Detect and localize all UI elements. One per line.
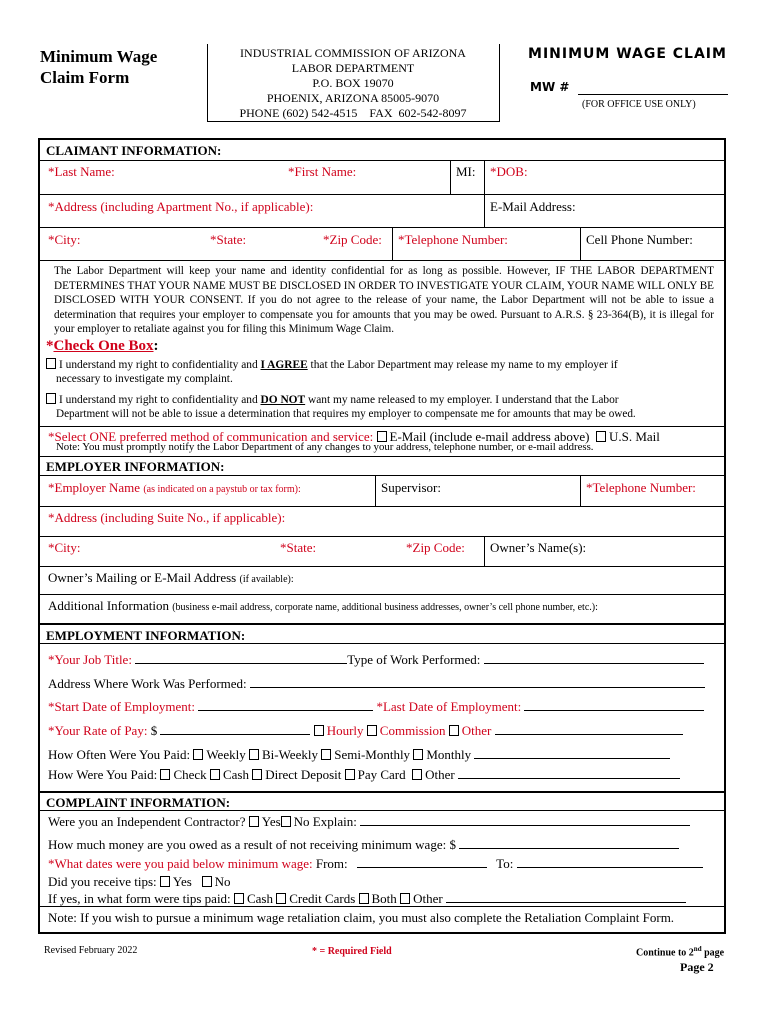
retaliation-note-row bbox=[40, 906, 724, 933]
employer-heading-row bbox=[40, 456, 724, 477]
employer-address-row bbox=[40, 506, 724, 537]
pay-other-input[interactable] bbox=[495, 723, 683, 735]
claim-form bbox=[38, 138, 726, 934]
tips-other-input[interactable] bbox=[446, 891, 686, 903]
form-title-line-1: Minimum Wage bbox=[40, 47, 158, 66]
tips-cash-checkbox[interactable] bbox=[234, 893, 244, 904]
mw-number-label: MW # bbox=[530, 80, 570, 94]
revision-date: Revised February 2022 bbox=[44, 945, 138, 956]
rate-of-pay-input[interactable] bbox=[160, 723, 310, 735]
claimant-telephone-field[interactable]: *Telephone Number: bbox=[398, 232, 508, 247]
page-number: Page 2 bbox=[680, 960, 714, 974]
work-address-line: Address Where Work Was Performed: bbox=[48, 676, 705, 692]
form-title bbox=[40, 46, 157, 88]
agency-city: PHOENIX, ARIZONA 85005-9070 bbox=[266, 91, 440, 105]
continue-note: Continue to 2nd page bbox=[636, 945, 725, 959]
consent-decline-continued: Department will not be able to issue a determination that requires my employer to compensate me for amounts that may be owed. bbox=[56, 408, 636, 420]
pay-frequency-line: How Often Were You Paid: Weekly Bi-Weekly Semi-Monthly Monthly bbox=[48, 747, 670, 763]
claimant-name-row bbox=[40, 160, 724, 195]
contractor-explain-input[interactable] bbox=[360, 814, 690, 826]
dates-line: *What dates were you paid below minimum wage: From: To: bbox=[48, 856, 703, 872]
header-divider-right bbox=[499, 44, 500, 122]
tips-form-line: If yes, in what form were tips paid: Cash Credit Cards Both Other bbox=[48, 891, 686, 907]
employer-address-field[interactable]: *Address (including Suite No., if applicable): bbox=[48, 510, 286, 525]
first-name-field[interactable]: *First Name: bbox=[288, 164, 357, 179]
contact-mail-checkbox[interactable] bbox=[596, 431, 606, 442]
method-other-checkbox[interactable] bbox=[412, 769, 422, 780]
cash-checkbox[interactable] bbox=[210, 769, 220, 780]
claimant-heading: CLAIMANT INFORMATION: bbox=[46, 143, 222, 158]
header-underline bbox=[207, 121, 500, 122]
agency-address-block bbox=[212, 46, 494, 121]
contractor-line: Were you an Independent Contractor? Yes No Explain: bbox=[48, 814, 690, 830]
confidentiality-paragraph: The Labor Department will keep your name and identity confidential for as long as possible. However, IF THE LABOR DEPARTMENT DETERMINES THAT YOUR NAME MUST BE DISCLOSED IN ORDER TO INVESTIGATE YOUR CLAIM, YOUR NAME WILL ONLY BE DISCLOSED WITH YOUR CONSENT. If you do not agree to the release of your name, the Labor Department will not be able to issue a determination that requires your employer to compensate you for amounts that you may be owed. Pursuant to A.R.S. § 23-364(B), it is illegal for your employer to retaliate against you for filing this Minimum Wage Claim. bbox=[54, 265, 714, 336]
pay-method-line: How Were You Paid: Check Cash Direct Deposit Pay Card Other bbox=[48, 767, 680, 783]
agency-department: LABOR DEPARTMENT bbox=[291, 61, 415, 75]
hourly-checkbox[interactable] bbox=[314, 725, 324, 736]
additional-info-row bbox=[40, 594, 724, 624]
semimonthly-checkbox[interactable] bbox=[321, 749, 331, 760]
additional-info-field[interactable]: Additional Information (business e-mail address, corporate name, additional business addresses, owner’s cell phone number, etc.): bbox=[48, 598, 598, 613]
owners-name-field[interactable]: Owner’s Name(s): bbox=[490, 540, 587, 555]
employer-name-field[interactable]: *Employer Name (as indicated on a paystub or tax form): bbox=[48, 480, 301, 495]
type-of-work-input[interactable] bbox=[484, 652, 704, 664]
amount-owed-line: How much money are you owed as a result of not receiving minimum wage: $ bbox=[48, 837, 679, 853]
claimant-state-field[interactable]: *State: bbox=[210, 232, 247, 247]
claimant-city-field[interactable]: *City: bbox=[48, 232, 81, 247]
biweekly-checkbox[interactable] bbox=[249, 749, 259, 760]
contact-email-label: E-Mail (include e-mail address above) bbox=[389, 429, 590, 444]
date-to-input[interactable] bbox=[517, 856, 703, 868]
employment-heading: EMPLOYMENT INFORMATION: bbox=[46, 628, 246, 643]
office-use-note: (FOR OFFICE USE ONLY) bbox=[582, 99, 696, 110]
complaint-heading: COMPLAINT INFORMATION: bbox=[46, 795, 231, 810]
header-divider-left bbox=[207, 44, 208, 122]
employer-telephone-field[interactable]: *Telephone Number: bbox=[586, 480, 696, 495]
employer-name-row bbox=[40, 475, 724, 507]
owner-mailing-row bbox=[40, 566, 724, 595]
rate-of-pay-line: *Your Rate of Pay: $ Hourly Commission Other bbox=[48, 723, 683, 739]
last-name-field[interactable]: *Last Name: bbox=[48, 164, 115, 179]
employment-block bbox=[40, 643, 724, 794]
pay-other-checkbox[interactable] bbox=[449, 725, 459, 736]
consent-agree-checkbox[interactable] bbox=[46, 358, 56, 369]
employment-heading-row bbox=[40, 623, 724, 645]
contractor-no-checkbox[interactable] bbox=[281, 816, 291, 827]
consent-decline-checkbox[interactable] bbox=[46, 393, 56, 404]
employer-city-row bbox=[40, 536, 724, 567]
consent-decline-option[interactable]: I understand my right to confidentiality and DO NOT want my name released to my employer. I understand that the Labor bbox=[46, 393, 619, 406]
date-from-input[interactable] bbox=[357, 856, 487, 868]
employer-state-field[interactable]: *State: bbox=[280, 540, 317, 555]
employer-zip-field[interactable]: *Zip Code: bbox=[406, 540, 465, 555]
contact-preference-row: *Select ONE preferred method of communication and service: E-Mail (include e-mail address above) U.S. Mail bbox=[40, 426, 724, 445]
address-change-note: Note: You must promptly notify the Labor Department of any changes to your address, telephone number, or e-mail address. bbox=[56, 441, 594, 453]
check-one-label: Check One Box bbox=[53, 338, 154, 354]
monthly-checkbox[interactable] bbox=[413, 749, 423, 760]
confidentiality-block bbox=[40, 260, 724, 451]
employer-heading: EMPLOYER INFORMATION: bbox=[46, 459, 225, 474]
form-title-line-2: Claim Form bbox=[40, 68, 130, 87]
consent-agree-continued: necessary to investigate my complaint. bbox=[56, 373, 233, 385]
weekly-checkbox[interactable] bbox=[193, 749, 203, 760]
agency-phone: PHONE (602) 542-4515 FAX 602-542-8097 bbox=[239, 106, 467, 120]
pay-card-checkbox[interactable] bbox=[345, 769, 355, 780]
start-date-input[interactable] bbox=[198, 699, 373, 711]
agency-name: INDUSTRIAL COMMISSION OF ARIZONA bbox=[240, 46, 466, 60]
work-address-input[interactable] bbox=[250, 676, 705, 688]
contractor-yes-checkbox[interactable] bbox=[249, 816, 259, 827]
commission-checkbox[interactable] bbox=[367, 725, 377, 736]
required-field-legend: * = Required Field bbox=[312, 946, 392, 957]
check-one-heading: *Check One Box: bbox=[46, 338, 159, 354]
retaliation-note: Note: If you wish to pursue a minimum wage retaliation claim, you must also complete the Retaliation Complaint Form. bbox=[48, 910, 675, 925]
method-other-input[interactable] bbox=[458, 767, 680, 779]
claimant-address-row bbox=[40, 194, 724, 228]
contact-mail-label: U.S. Mail bbox=[608, 429, 660, 444]
claimant-address-field[interactable]: *Address (including Apartment No., if applicable): bbox=[48, 199, 314, 214]
claimant-zip-field[interactable]: *Zip Code: bbox=[323, 232, 382, 247]
claim-title: MINIMUM WAGE CLAIM bbox=[528, 46, 727, 62]
supervisor-field[interactable]: Supervisor: bbox=[381, 480, 441, 495]
claimant-city-row bbox=[40, 227, 724, 261]
employer-city-field[interactable]: *City: bbox=[48, 540, 81, 555]
check-checkbox[interactable] bbox=[160, 769, 170, 780]
agency-pobox: P.O. BOX 19070 bbox=[312, 76, 394, 90]
tips-other-checkbox[interactable] bbox=[400, 893, 410, 904]
owner-mailing-field[interactable]: Owner’s Mailing or E-Mail Address (if available): bbox=[48, 570, 294, 585]
middle-initial-field[interactable]: MI: bbox=[456, 164, 476, 179]
job-title-input[interactable] bbox=[135, 652, 347, 664]
job-title-line: *Your Job Title: Type of Work Performed: bbox=[48, 652, 704, 668]
tips-credit-checkbox[interactable] bbox=[276, 893, 286, 904]
complaint-block bbox=[40, 810, 724, 907]
claimant-email-field[interactable]: E-Mail Address: bbox=[490, 199, 576, 214]
direct-deposit-checkbox[interactable] bbox=[252, 769, 262, 780]
tips-line: Did you receive tips: Yes No bbox=[48, 874, 231, 889]
claimant-cell-field[interactable]: Cell Phone Number: bbox=[586, 232, 693, 247]
amount-owed-input[interactable] bbox=[459, 837, 679, 849]
last-date-input[interactable] bbox=[524, 699, 704, 711]
tips-both-checkbox[interactable] bbox=[359, 893, 369, 904]
tips-yes-checkbox[interactable] bbox=[160, 876, 170, 887]
employment-dates-line: *Start Date of Employment: *Last Date of Employment: bbox=[48, 699, 704, 715]
consent-agree-option[interactable]: I understand my right to confidentiality and I AGREE that the Labor Department may release my name to my employer if bbox=[46, 358, 618, 371]
frequency-other-input[interactable] bbox=[474, 747, 670, 759]
dob-field[interactable]: *DOB: bbox=[490, 164, 528, 179]
mw-number-field[interactable] bbox=[578, 94, 728, 95]
tips-no-checkbox[interactable] bbox=[202, 876, 212, 887]
